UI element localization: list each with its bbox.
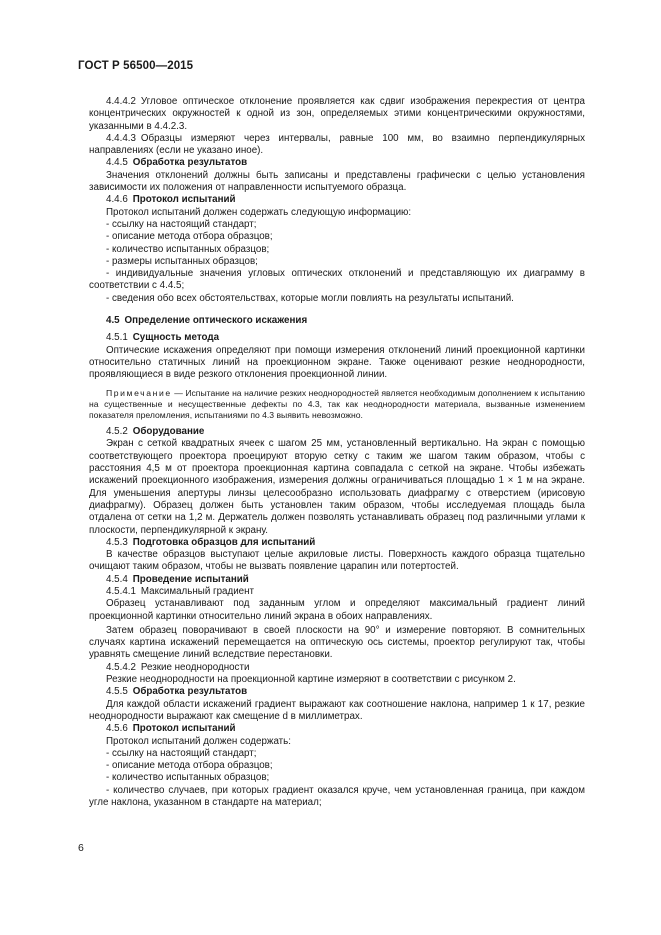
paragraph — [89, 170, 585, 195]
clause-number: 4.5.6 — [106, 723, 128, 735]
paragraph — [89, 598, 585, 623]
document-body — [89, 96, 585, 809]
paragraph — [89, 345, 585, 382]
paragraph-text: - сведения обо всех обстоятельствах, которые могли повлиять на результаты испытаний. — [106, 292, 514, 304]
clause-number: 4.5 — [106, 315, 120, 327]
paragraph — [89, 736, 585, 748]
paragraph — [89, 293, 585, 305]
clause-title: Оборудование — [132, 426, 205, 438]
paragraph — [89, 699, 585, 724]
paragraph-text: Угловое оптическое отклонение проявляется как сдвиг изображения перекрестия от центра концентрических окружностей к одной из зон, определяемых этими концентрическими окружностями, указанными в 4.4.2.3. — [89, 96, 585, 132]
paragraph-text: - описание метода отбора образцов; — [106, 231, 273, 243]
paragraph-text: Экран с сеткой квадратных ячеек с шагом 25 мм, установленный вертикально. На экран с помощью соответствующего проектора проецируют вторую сетку с таким же шагом таким образом, чтобы с расстояния 4,5 м от проектора проекционная картина совпадала с сеткой на экране. Чтобы избежать искажений проекционного изображения, измерения должны ограничиваться площадью 1 × 1 м на экране. Для уменьшения апертуры линзы целесообразно использовать диафрагму с отверстием (ирисовую диафрагму). Образец должен быть установлен таким образом, чтобы исследуемая площадь была отдалена от сетки на 1,2 м. Держатель должен позволять устанавливать образец под различными углами к плоскости, перпендикулярной к экрану. — [89, 438, 585, 536]
paragraph-text: Резкие неоднородности — [140, 661, 250, 673]
paragraph-text: В качестве образцов выступают целые акриловые листы. Поверхность каждого образца тщательно очищают таким образом, чтобы не вызвать появление царапин или потертостей. — [89, 549, 585, 573]
clause-title: Проведение испытаний — [132, 573, 249, 585]
paragraph — [89, 549, 585, 574]
clause-number: 4.5.4 — [106, 573, 128, 585]
paragraph — [89, 625, 585, 662]
paragraph-text: — Испытание на наличие резких неоднородностей является необходимым дополнением к испытанию на существенные и несущественные дефекты по 4.3, так как неоднородности материала, вызванные изменением показателя преломления, испытаниями по 4.3 выявить невозможно. — [89, 387, 585, 420]
paragraph-text: - количество случаев, при которых градиент оказался круче, чем установленная граница, при каждом угле наклона, указанном в стандарте на материал; — [89, 784, 585, 809]
note-lead: Примечание — [106, 387, 172, 398]
clause-title: Определение оптического искажения — [124, 315, 308, 327]
paragraph-text: - размеры испытанных образцов; — [106, 255, 258, 267]
clause-number: 4.4.4.3 — [106, 132, 136, 144]
clause-number: 4.5.5 — [106, 686, 128, 698]
clause-title: Обработка результатов — [132, 157, 248, 169]
clause-title: Сущность метода — [132, 332, 220, 344]
clause-number: 4.4.4.2 — [106, 96, 136, 107]
paragraph-text: - ссылку на настоящий стандарт; — [106, 218, 257, 230]
section-heading — [89, 315, 585, 327]
paragraph-text: Резкие неоднородности на проекционной картине измеряют в соответствии с рисунком 2. — [106, 674, 516, 686]
paragraph — [89, 219, 585, 231]
paragraph — [89, 674, 585, 686]
paragraph — [89, 574, 585, 586]
paragraph — [89, 133, 585, 158]
paragraph — [89, 438, 585, 536]
paragraph — [89, 772, 585, 784]
clause-number: 4.4.5 — [106, 157, 128, 169]
paragraph — [89, 194, 585, 206]
paragraph-text: - количество испытанных образцов; — [106, 772, 270, 784]
paragraph — [89, 332, 585, 344]
paragraph-text: Для каждой области искажений градиент выражают как соотношение наклона, например 1 к 17, резкие неоднородности выражают как смещение d в миллиметрах. — [89, 698, 585, 722]
paragraph — [89, 244, 585, 256]
standard-header: ГОСТ Р 56500—2015 — [78, 60, 194, 72]
paragraph — [89, 760, 585, 772]
paragraph — [89, 586, 585, 598]
paragraph-text: Протокол испытаний должен содержать следующую информацию: — [106, 206, 412, 218]
paragraph — [89, 686, 585, 698]
paragraph-text: Протокол испытаний должен содержать: — [106, 735, 291, 747]
paragraph — [89, 256, 585, 268]
page-number: 6 — [78, 842, 84, 854]
clause-number: 4.5.2 — [106, 426, 128, 438]
paragraph — [89, 157, 585, 169]
paragraph — [89, 96, 585, 133]
paragraph — [89, 207, 585, 219]
paragraph-text: - ссылку на настоящий стандарт; — [106, 747, 257, 759]
paragraph — [89, 231, 585, 243]
paragraph-text: Образцы измеряют через интервалы, равные 100 мм, во взаимно перпендикулярных направлениях (если не указано иное). — [89, 132, 585, 157]
paragraph — [89, 426, 585, 438]
clause-title: Подготовка образцов для испытаний — [132, 536, 316, 548]
clause-number: 4.5.4.1 — [106, 586, 136, 597]
clause-title: Обработка результатов — [132, 686, 248, 698]
paragraph-text: Максимальный градиент — [140, 586, 255, 597]
paragraph-text: - описание метода отбора образцов; — [106, 760, 273, 772]
paragraph-text: Затем образец поворачивают в своей плоскости на 90° и измерение повторяют. В сомнительных случаях картина искажений перемещается на оптическую ось системы, проектор регулируют так, чтобы уравнять смещение линий вследствие перестановки. — [89, 624, 585, 661]
paragraph-text: - индивидуальные значения угловых оптических отклонений и представляющую их диаграмму в соответствии с 4.4.5; — [89, 268, 585, 292]
paragraph — [89, 268, 585, 293]
clause-title: Протокол испытаний — [132, 194, 236, 206]
clause-title: Протокол испытаний — [132, 723, 236, 735]
clause-number: 4.5.1 — [106, 332, 128, 344]
clause-number: 4.5.4.2 — [106, 661, 136, 673]
paragraph — [89, 785, 585, 810]
paragraph — [89, 662, 585, 674]
paragraph — [89, 723, 585, 735]
clause-number: 4.5.3 — [106, 536, 128, 548]
paragraph-text: Оптические искажения определяют при помощи измерения отклонений линий проекционной картинки относительно статичных линий на проекционном экране. Также оценивают резкие неоднородности, проявляющиеся в виде резкого отклонения проекционной линии. — [89, 344, 585, 381]
paragraph-text: Образец устанавливают под заданным углом и определяют максимальный градиент линий проекционной картинки относительно линий экрана в обоих направлениях. — [89, 598, 585, 622]
clause-number: 4.4.6 — [106, 194, 128, 206]
note-paragraph — [89, 388, 585, 422]
paragraph — [89, 748, 585, 760]
paragraph-text: Значения отклонений должны быть записаны и представлены графически с целью установления зависимости их положения от направленности испытуемого образца. — [89, 169, 585, 194]
paragraph — [89, 537, 585, 549]
paragraph-text: - количество испытанных образцов; — [106, 243, 270, 255]
